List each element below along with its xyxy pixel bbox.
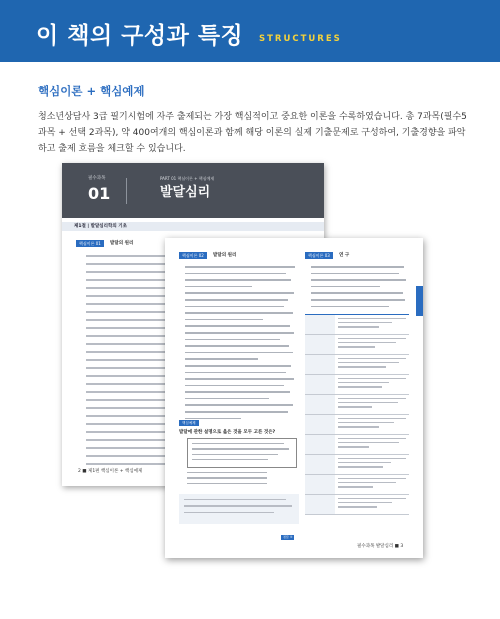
chapter-title: 발달심리 bbox=[160, 185, 211, 200]
answer-choices bbox=[187, 472, 297, 488]
key-example-tag: 핵심예제 bbox=[179, 420, 199, 426]
key-theory-tag: 핵심이론 03 bbox=[305, 252, 333, 259]
exercise-question: 발달에 관한 설명으로 옳은 것을 모두 고른 것은? bbox=[179, 430, 276, 435]
table-row bbox=[305, 435, 409, 455]
table-row bbox=[305, 455, 409, 475]
table-row bbox=[305, 475, 409, 495]
key-theory-title: 연 구 bbox=[339, 253, 350, 258]
explanation-box bbox=[179, 494, 299, 524]
page-title: 이 책의 구성과 특징 bbox=[36, 23, 244, 49]
header-banner bbox=[0, 0, 500, 62]
part-label: PART 01 핵심이론 + 핵심예제 bbox=[160, 176, 215, 181]
section-title: 제1절 | 발달심리학의 기초 bbox=[74, 224, 127, 229]
page-footer: 2 ■ 제1편 핵심이론 + 핵심예제 bbox=[78, 469, 143, 474]
page-footer: 필수과목 발달심리 ■ 3 bbox=[357, 544, 404, 549]
table-row bbox=[305, 335, 409, 355]
key-theory-title: 발달의 원리 bbox=[213, 253, 237, 258]
page-subtitle: STRUCTURES bbox=[259, 34, 342, 44]
side-index-tab bbox=[416, 286, 423, 316]
chapter-number: 01 bbox=[88, 184, 111, 203]
body-text-placeholder bbox=[185, 266, 297, 424]
section-description: 청소년상담사 3급 필기시험에 자주 출제되는 가장 핵심적이고 중요한 이론을 수록하였습니다. 총 7과목(필수5과목 + 선택 2과목), 약 400여개의 핵심이론과 함께 해당 이론의 실제 기출문제로 구성하여, 기출경향을 파악하고 출제 흐름을 체크할 수 있습니다. bbox=[38, 112, 467, 154]
table-row bbox=[305, 355, 409, 375]
table-row bbox=[305, 395, 409, 415]
answer-badge: 정답 ③ bbox=[283, 535, 293, 539]
header-divider bbox=[126, 178, 127, 204]
key-theory-title: 발달의 원리 bbox=[110, 241, 134, 246]
table-row bbox=[305, 315, 409, 335]
chapter-header bbox=[62, 163, 324, 218]
section-heading: 핵심이론 + 핵심예제 bbox=[38, 84, 145, 98]
summary-table bbox=[305, 314, 409, 515]
table-row bbox=[305, 495, 409, 515]
sample-page-front bbox=[165, 238, 423, 558]
question-box bbox=[187, 438, 297, 468]
body-text-placeholder bbox=[311, 266, 409, 312]
table-row bbox=[305, 415, 409, 435]
key-theory-tag: 핵심이론 01 bbox=[76, 240, 104, 247]
table-row bbox=[305, 375, 409, 395]
key-theory-tag: 핵심이론 02 bbox=[179, 252, 207, 259]
chapter-label: 필수과목 bbox=[88, 176, 106, 181]
